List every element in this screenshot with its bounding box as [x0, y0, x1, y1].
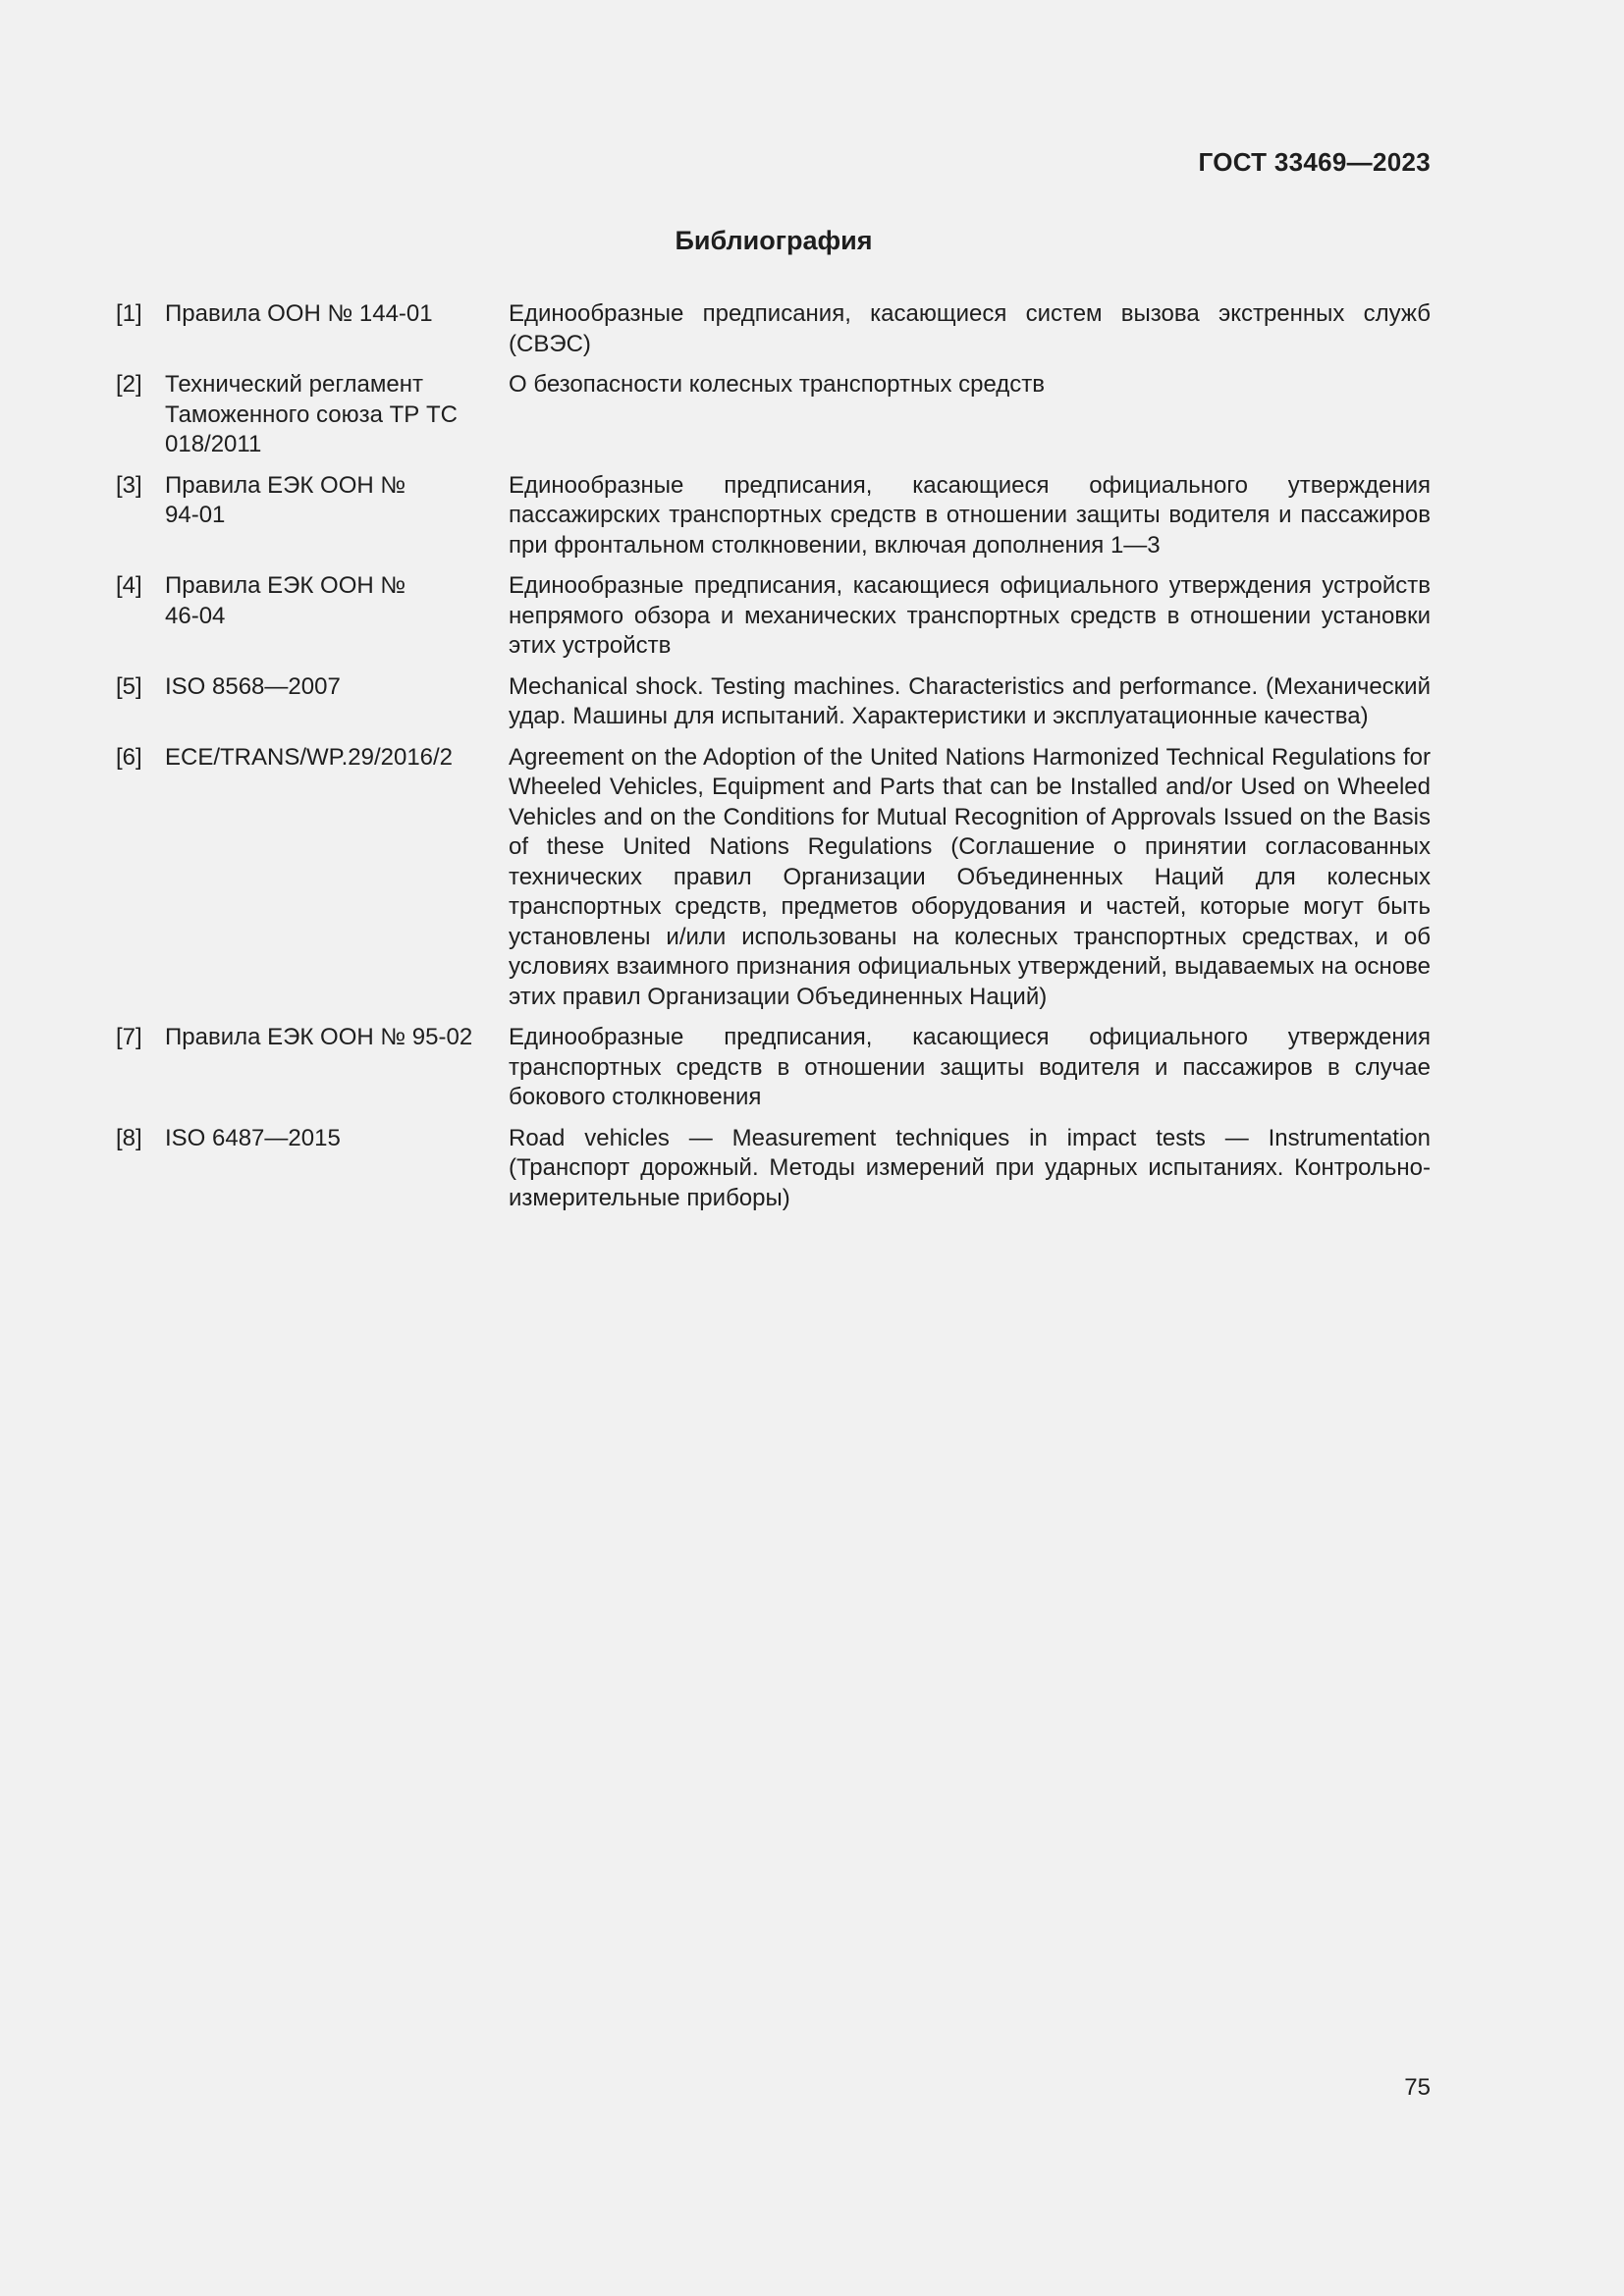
entry-number: [5]: [116, 672, 142, 700]
entry-description: Mechanical shock. Testing machines. Characteristics and performance. (Механический удар. Машины для испытаний. Характеристики и эксплуатационные качества): [509, 672, 1431, 729]
entry-number: [1]: [116, 300, 142, 327]
bibliography-entry: [116, 1124, 1431, 1214]
entry-number: [4]: [116, 572, 142, 599]
entry-reference: Правила ООН № 144-01: [165, 300, 433, 327]
entry-reference: ISO 6487—2015: [165, 1124, 341, 1151]
entry-reference: ECE/TRANS/WP.29/2016/2: [165, 743, 454, 771]
standard-code: ГОСТ 33469—2023: [1198, 147, 1431, 177]
entry-reference: Правила ЕЭК ООН № 95-02: [165, 1024, 473, 1050]
entry-description: Agreement on the Adoption of the United Nations Harmonized Technical Regulations for Wheeled Vehicles, Equipment and Parts that can be Installed and/or Used on Wheeled Vehicles and on the Conditions for Mutual Recognition of Approvals Issued on the Basis of these United Nations Regulations (Соглашение о принятии согласованных технических правил Организации Объединенных Наций для колесных транспортных средств, предметов оборудования и частей, которые могут быть установлены и/или использованы на колесных транспортных средствах, и об условиях взаимного признания официальных утверждений, выдаваемых на основе этих правил Организации Объединенных Наций): [509, 743, 1431, 1010]
bibliography-entry: [116, 1023, 1431, 1113]
entry-description: Единообразные предписания, касающиеся официального утверждения транспортных средств в отношении защиты водителя и пассажиров в случае бокового столкновения: [509, 1024, 1431, 1110]
entry-reference: Технический регламент Таможенного союза ТР ТС 018/2011: [165, 371, 458, 457]
bibliography-entry: [116, 571, 1431, 662]
page-title: Библиография: [675, 226, 873, 255]
entry-number: [7]: [116, 1024, 142, 1050]
entry-description: Road vehicles — Measurement techniques in impact tests — Instrumentation (Транспорт дорожный. Методы измерений при ударных испытаниях. Контрольно-измерительные приборы): [509, 1124, 1431, 1211]
entry-reference: Правила ЕЭК ООН № 94-01: [165, 471, 406, 528]
bibliography-entry: [116, 471, 1431, 561]
entry-description: Единообразные предписания, касающиеся официального утверждения устройств непрямого обзора и механических транспортных средств в отношении установки этих устройств: [509, 572, 1431, 659]
bibliography-list: [116, 299, 1431, 1224]
entry-number: [3]: [116, 471, 142, 499]
page-number: 75: [1404, 2074, 1431, 2101]
entry-number: [8]: [116, 1124, 142, 1151]
entry-description: О безопасности колесных транспортных средств: [509, 371, 1046, 398]
entry-description: Единообразные предписания, касающиеся систем вызова экстренных служб (СВЭС): [509, 300, 1431, 357]
entry-reference: ISO 8568—2007: [165, 672, 341, 700]
entry-description: Единообразные предписания, касающиеся официального утверждения пассажирских транспортных средств в отношении защиты водителя и пассажиров при фронтальном столкновении, включая дополнения 1—3: [509, 471, 1431, 559]
entry-number: [6]: [116, 743, 142, 771]
bibliography-entry: [116, 370, 1431, 460]
bibliography-entry: [116, 299, 1431, 359]
bibliography-entry: [116, 672, 1431, 732]
entry-reference: Правила ЕЭК ООН № 46-04: [165, 572, 406, 629]
entry-number: [2]: [116, 371, 142, 398]
bibliography-entry: [116, 743, 1431, 1013]
